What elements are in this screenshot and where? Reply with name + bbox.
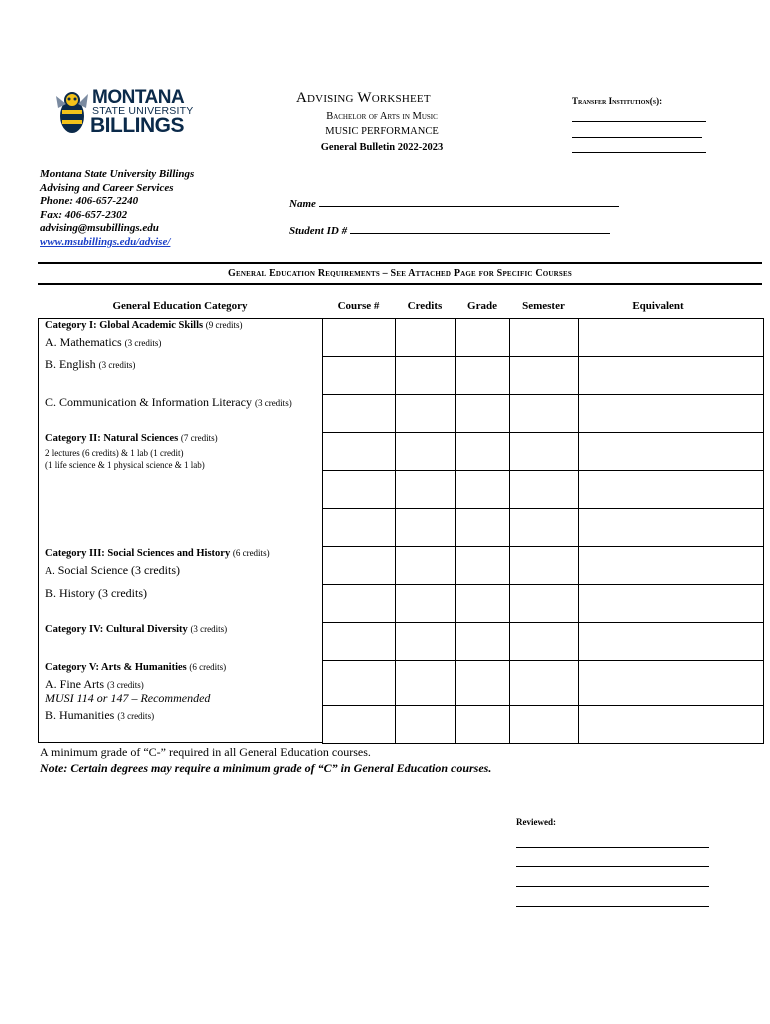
minimum-grade-note: A minimum grade of “C-” required in all General Education courses. bbox=[40, 745, 371, 759]
student-id-field bbox=[289, 223, 610, 237]
msub-logo bbox=[52, 86, 204, 138]
transfer-line-1[interactable] bbox=[572, 121, 706, 122]
logo-montana: MONTANA bbox=[92, 87, 185, 108]
reviewed-line-2[interactable] bbox=[516, 866, 709, 867]
col-grade: Grade bbox=[467, 300, 497, 312]
entry-cell[interactable] bbox=[395, 622, 457, 661]
entry-cell[interactable] bbox=[322, 705, 396, 744]
section-rule-bottom bbox=[38, 283, 762, 285]
contact-org: Montana State University Billings bbox=[40, 168, 195, 180]
entry-cell[interactable] bbox=[455, 394, 511, 433]
entry-cell[interactable] bbox=[455, 432, 511, 471]
contact-dept: Advising and Career Services bbox=[40, 181, 174, 194]
name-input-line[interactable] bbox=[319, 196, 619, 207]
entry-cell[interactable] bbox=[322, 394, 396, 433]
category-5a-label: A. Fine Arts (3 credits) bbox=[45, 677, 144, 691]
entry-cell[interactable] bbox=[455, 546, 511, 585]
category-2-note-1: 2 lectures (6 credits) & 1 lab (1 credit) bbox=[45, 448, 184, 458]
advising-website-link[interactable]: www.msubillings.edu/advise/ bbox=[40, 235, 171, 248]
section-rule-top bbox=[38, 262, 762, 264]
logo-billings: BILLINGS bbox=[90, 114, 184, 137]
entry-cell[interactable] bbox=[578, 660, 764, 706]
entry-cell[interactable] bbox=[455, 660, 511, 706]
contact-block bbox=[40, 168, 194, 250]
option-name: MUSIC PERFORMANCE bbox=[325, 126, 439, 137]
transfer-institution-label: Transfer Institution(s): bbox=[572, 96, 663, 106]
entry-cell[interactable] bbox=[455, 356, 511, 395]
entry-cell[interactable] bbox=[455, 318, 511, 357]
entry-cell[interactable] bbox=[578, 705, 764, 744]
entry-cell[interactable] bbox=[578, 622, 764, 661]
student-id-input-line[interactable] bbox=[350, 223, 610, 234]
category-1c-label: C. Communication & Information Literacy (3 credits) bbox=[45, 395, 292, 409]
entry-cell[interactable] bbox=[395, 470, 457, 509]
entry-cell[interactable] bbox=[322, 432, 396, 471]
gen-ed-heading: General Education Requirements – See Attached Page for Specific Courses bbox=[228, 268, 572, 279]
category-5b-label: B. Humanities (3 credits) bbox=[45, 708, 155, 722]
category-5a-recommendation: MUSI 114 or 147 – Recommended bbox=[45, 691, 211, 705]
entry-cell[interactable] bbox=[322, 356, 396, 395]
entry-cell[interactable] bbox=[509, 394, 580, 433]
entry-cell[interactable] bbox=[509, 356, 580, 395]
bulletin-year: General Bulletin 2022-2023 bbox=[320, 142, 444, 153]
entry-cell[interactable] bbox=[395, 508, 457, 547]
entry-cell[interactable] bbox=[455, 584, 511, 623]
student-id-label: Student ID # bbox=[289, 225, 348, 237]
reviewed-line-4[interactable] bbox=[516, 906, 709, 907]
category-1a-label: A. Mathematics (3 credits) bbox=[45, 335, 162, 349]
entry-cell[interactable] bbox=[578, 546, 764, 585]
category-3-title: Category III: Social Sciences and History (6 credits) bbox=[45, 548, 270, 559]
entry-cell[interactable] bbox=[578, 432, 764, 471]
entry-cell[interactable] bbox=[322, 584, 396, 623]
entry-cell[interactable] bbox=[395, 705, 457, 744]
category-1-title: Category I: Global Academic Skills (9 credits) bbox=[45, 320, 243, 331]
category-2-title: Category II: Natural Sciences (7 credits) bbox=[45, 433, 218, 444]
entry-cell[interactable] bbox=[578, 394, 764, 433]
entry-cell[interactable] bbox=[455, 470, 511, 509]
entry-cell[interactable] bbox=[395, 356, 457, 395]
reviewed-line-3[interactable] bbox=[516, 886, 709, 887]
entry-cell[interactable] bbox=[509, 584, 580, 623]
entry-cell[interactable] bbox=[395, 546, 457, 585]
entry-cell[interactable] bbox=[395, 584, 457, 623]
entry-cell[interactable] bbox=[578, 356, 764, 395]
entry-cell[interactable] bbox=[509, 622, 580, 661]
entry-cell[interactable] bbox=[578, 508, 764, 547]
entry-cell[interactable] bbox=[509, 318, 580, 357]
category-3b-label: B. History (3 credits) bbox=[45, 586, 147, 600]
entry-cell[interactable] bbox=[395, 432, 457, 471]
worksheet-title: Advising Worksheet bbox=[296, 90, 431, 106]
entry-cell[interactable] bbox=[578, 318, 764, 357]
entry-cell[interactable] bbox=[455, 705, 511, 744]
name-field bbox=[289, 196, 619, 210]
entry-cell[interactable] bbox=[509, 470, 580, 509]
name-label: Name bbox=[289, 198, 316, 210]
entry-cell[interactable] bbox=[509, 508, 580, 547]
col-semester: Semester bbox=[522, 300, 565, 312]
entry-cell[interactable] bbox=[322, 470, 396, 509]
category-2-note-2: (1 life science & 1 physical science & 1 lab) bbox=[45, 460, 205, 470]
entry-cell[interactable] bbox=[455, 508, 511, 547]
col-category: General Education Category bbox=[112, 300, 248, 312]
category-4-title: Category IV: Cultural Diversity (3 credits) bbox=[45, 624, 228, 635]
entry-cell[interactable] bbox=[509, 546, 580, 585]
col-equivalent: Equivalent bbox=[632, 300, 684, 312]
reviewed-line-1[interactable] bbox=[516, 847, 709, 848]
yellowjacket-mascot-icon bbox=[52, 86, 92, 138]
entry-cell[interactable] bbox=[509, 432, 580, 471]
entry-cell[interactable] bbox=[322, 318, 396, 357]
logo-state-university: STATE UNIVERSITY bbox=[92, 105, 194, 117]
entry-cell[interactable] bbox=[395, 318, 457, 357]
entry-cell[interactable] bbox=[509, 705, 580, 744]
transfer-line-3[interactable] bbox=[572, 152, 706, 153]
category-1b-label: B. English (3 credits) bbox=[45, 357, 136, 371]
entry-cell[interactable] bbox=[509, 660, 580, 706]
entry-cell[interactable] bbox=[578, 470, 764, 509]
contact-fax: Fax: 406-657-2302 bbox=[40, 208, 128, 221]
transfer-line-2[interactable] bbox=[572, 137, 702, 138]
entry-cell[interactable] bbox=[578, 584, 764, 623]
entry-cell[interactable] bbox=[322, 508, 396, 547]
category-3a-label: A. Social Science (3 credits) bbox=[45, 563, 181, 577]
entry-cell[interactable] bbox=[322, 660, 396, 706]
contact-email: advising@msubillings.edu bbox=[40, 222, 159, 235]
entry-cell[interactable] bbox=[455, 622, 511, 661]
entry-cell[interactable] bbox=[322, 622, 396, 661]
entry-cell[interactable] bbox=[322, 546, 396, 585]
degree-name: Bachelor of Arts in Music bbox=[326, 111, 438, 122]
certain-degrees-note: Note: Certain degrees may require a minimum grade of “C” in General Education courses. bbox=[40, 761, 492, 775]
entry-cell[interactable] bbox=[395, 394, 457, 433]
contact-phone: Phone: 406-657-2240 bbox=[40, 195, 139, 208]
category-5-title: Category V: Arts & Humanities (6 credits) bbox=[45, 662, 227, 673]
entry-cell[interactable] bbox=[395, 660, 457, 706]
reviewed-label: Reviewed: bbox=[516, 817, 556, 827]
col-credits: Credits bbox=[407, 300, 443, 312]
col-course: Course # bbox=[337, 300, 380, 312]
